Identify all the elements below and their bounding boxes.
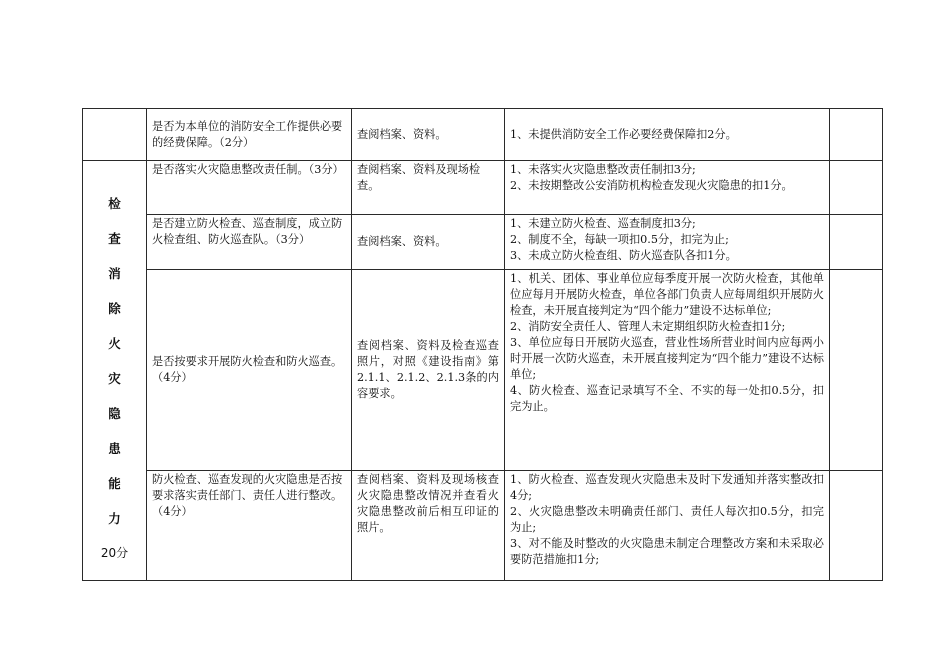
category-title-char: 灾 (108, 370, 121, 386)
table-row (83, 214, 883, 269)
category-title-char: 力 (108, 510, 121, 526)
scoring-criteria-cell: 1、防火检查、巡查发现火灾隐患未及时下发通知并落实整改扣4分; 2、火灾隐患整改未明确责任部门、责任人每次扣0.5分，扣完为止; 3、对不能及时整改的火灾隐患未制定合理整改方案和未采取必要防范措施扣1分; (505, 471, 830, 581)
score-cell (830, 161, 883, 215)
category-title-char: 消 (108, 265, 121, 281)
scoring-criteria-cell: 1、机关、团体、事业单位应每季度开展一次防火检查，其他单位应每月开展防火检查，单位各部门负责人应每周组织开展防火检查，未开展直接判定为“四个能力”建设不达标单位; 2、消防安全责任人、管理人未定期组织防火检查扣1分; 3、单位应每日开展防火巡查，营业性场所营业时间内应每两小时开展一次防火巡查，未开展直接判定为“四个能力”建设不达标单位; 4、防火检查、巡查记录填写不全、不实的每一处扣0.5分，扣完为止。 (505, 269, 830, 471)
category-cell (83, 161, 147, 581)
check-item-cell: 防火检查、巡查发现的火灾隐患是否按要求落实责任部门、责任人进行整改。（4分） (147, 471, 352, 581)
category-title-char: 查 (108, 230, 121, 246)
category-title-char: 火 (108, 335, 121, 351)
category-title-char: 隐 (108, 405, 121, 421)
check-method-cell: 查阅档案、资料。 (352, 109, 505, 161)
scoring-criteria-cell: 1、未提供消防安全工作必要经费保障扣2分。 (505, 109, 830, 161)
check-method-cell: 查阅档案、资料及现场核查火灾隐患整改情况并查看火灾隐患整改前后相互印证的照片。 (352, 471, 505, 581)
table-row (83, 161, 883, 215)
category-score: 20分 (100, 545, 129, 560)
score-cell (830, 109, 883, 161)
check-item-cell: 是否落实火灾隐患整改责任制。（3分） (147, 161, 352, 215)
check-method-cell: 查阅档案、资料及检查巡查照片，对照《建设指南》第2.1.1、2.1.2、2.1.3条的内容要求。 (352, 269, 505, 471)
table-row (83, 269, 883, 471)
check-method-cell: 查阅档案、资料。 (352, 214, 505, 269)
category-title-char: 检 (108, 195, 121, 211)
score-cell (830, 214, 883, 269)
category-cell-empty (83, 109, 147, 161)
category-title (101, 177, 128, 580)
check-item-cell: 是否为本单位的消防安全工作提供必要的经费保障。（2分） (147, 109, 352, 161)
check-item-cell: 是否按要求开展防火检查和防火巡查。（4分） (147, 269, 352, 471)
check-method-cell: 查阅档案、资料及现场检查。 (352, 161, 505, 215)
score-cell (830, 269, 883, 471)
category-title-char: 除 (108, 300, 121, 316)
category-title-char: 患 (108, 440, 121, 456)
scoring-criteria-cell: 1、未建立防火检查、巡查制度扣3分; 2、制度不全，每缺一项扣0.5分，扣完为止; 3、未成立防火检查组、防火巡查队各扣1分。 (505, 214, 830, 269)
category-title-char: 能 (108, 475, 121, 491)
table-row (83, 109, 883, 161)
evaluation-table (82, 108, 883, 581)
scoring-criteria-cell: 1、未落实火灾隐患整改责任制扣3分; 2、未按期整改公安消防机构检查发现火灾隐患的扣1分。 (505, 161, 830, 215)
check-item-cell: 是否建立防火检查、巡查制度，成立防火检查组、防火巡查队。（3分） (147, 214, 352, 269)
score-cell (830, 471, 883, 581)
table-row (83, 471, 883, 581)
